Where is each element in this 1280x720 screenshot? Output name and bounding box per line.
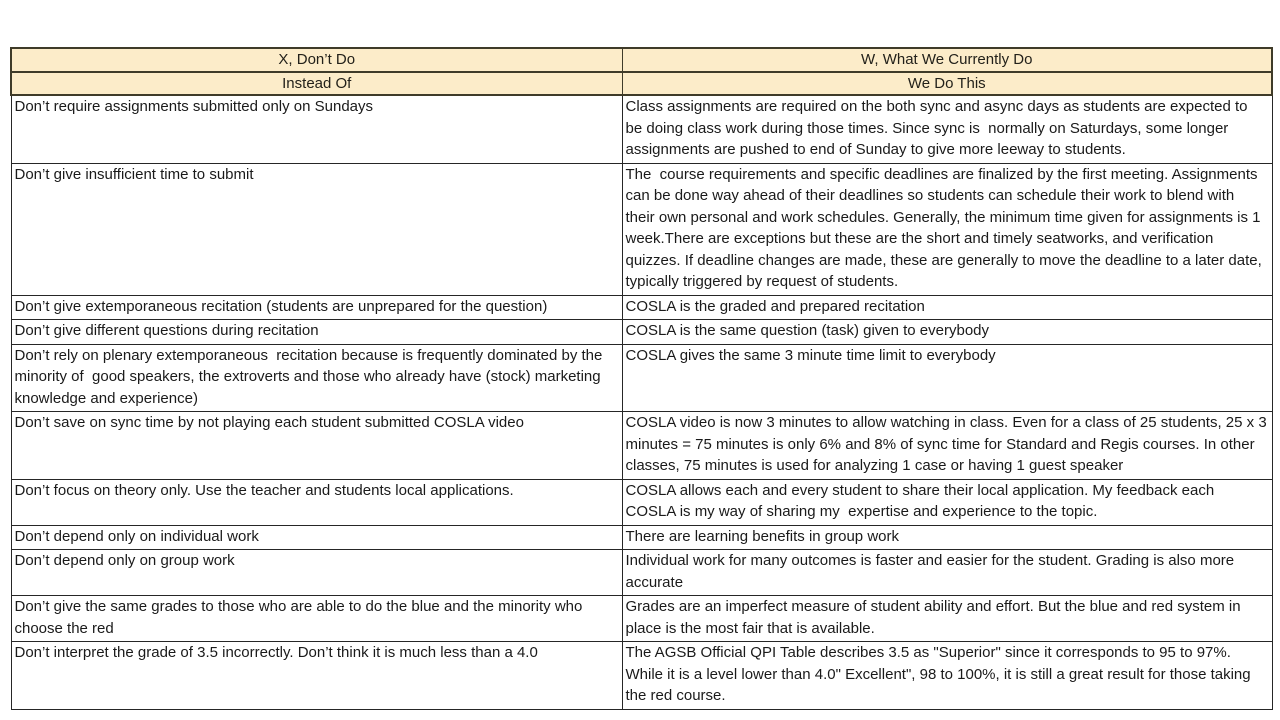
table-row xyxy=(11,320,1272,345)
do-cell: The AGSB Official QPI Table describes 3.5 as "Superior" since it corresponds to 95 to 97%. While it is a level lower than 4.0" Excellent", 98 to 100%, it is still a great result for those taking the red course. xyxy=(622,642,1272,710)
dont-cell: Don’t give different questions during recitation xyxy=(11,320,622,345)
dont-cell: Don’t focus on theory only. Use the teacher and students local applications. xyxy=(11,479,622,525)
do-cell: COSLA video is now 3 minutes to allow watching in class. Even for a class of 25 students, 25 x 3 minutes = 75 minutes is only 6% and 8% of sync time for Standard and Regis courses. In other classes, 75 minutes is used for analyzing 1 case or having 1 guest speaker xyxy=(622,412,1272,480)
dont-cell: Don’t interpret the grade of 3.5 incorrectly. Don’t think it is much less than a 4.0 xyxy=(11,642,622,710)
do-cell: COSLA allows each and every student to share their local application. My feedback each COSLA is my way of sharing my expertise and experience to the topic. xyxy=(622,479,1272,525)
header-row-1 xyxy=(11,48,1272,72)
do-cell: Grades are an imperfect measure of student ability and effort. But the blue and red system in place is the most fair that is available. xyxy=(622,596,1272,642)
table-row xyxy=(11,344,1272,412)
dont-cell: Don’t give extemporaneous recitation (students are unprepared for the question) xyxy=(11,295,622,320)
table-row xyxy=(11,295,1272,320)
header-we-do-this: We Do This xyxy=(622,72,1272,96)
dont-cell: Don’t give the same grades to those who are able to do the blue and the minority who choose the red xyxy=(11,596,622,642)
header-x-dont-do: X, Don’t Do xyxy=(11,48,622,72)
table-row xyxy=(11,163,1272,295)
do-cell: There are learning benefits in group work xyxy=(622,525,1272,550)
dont-cell: Don’t depend only on individual work xyxy=(11,525,622,550)
do-cell: Individual work for many outcomes is faster and easier for the student. Grading is also more accurate xyxy=(622,550,1272,596)
do-cell: COSLA is the same question (task) given to everybody xyxy=(622,320,1272,345)
dont-cell: Don’t rely on plenary extemporaneous recitation because is frequently dominated by the minority of good speakers, the extroverts and those who already have (stock) marketing knowledge and experience) xyxy=(11,344,622,412)
table-row xyxy=(11,95,1272,163)
dos-donts-table xyxy=(10,47,1273,710)
table-row xyxy=(11,550,1272,596)
dont-cell: Don’t save on sync time by not playing each student submitted COSLA video xyxy=(11,412,622,480)
do-cell: The course requirements and specific deadlines are finalized by the first meeting. Assignments can be done way ahead of their deadlines so students can schedule their work to blend with their own personal and work schedules. Generally, the minimum time given for assignments is 1 week.There are exceptions but these are the short and timely seatworks, and verification quizzes. If deadline changes are made, these are generally to move the deadline to a later date, typically triggered by request of students. xyxy=(622,163,1272,295)
do-cell: Class assignments are required on the both sync and async days as students are expected to be doing class work during those times. Since sync is normally on Saturdays, some longer assignments are pushed to end of Sunday to give more leeway to students. xyxy=(622,95,1272,163)
table-row xyxy=(11,642,1272,710)
table-row xyxy=(11,479,1272,525)
table-row xyxy=(11,412,1272,480)
header-what-we-currently-do: W, What We Currently Do xyxy=(622,48,1272,72)
do-cell: COSLA is the graded and prepared recitation xyxy=(622,295,1272,320)
header-instead-of: Instead Of xyxy=(11,72,622,96)
dont-cell: Don’t give insufficient time to submit xyxy=(11,163,622,295)
header-row-2 xyxy=(11,72,1272,96)
dos-donts-table-container xyxy=(10,47,1271,710)
dont-cell: Don’t depend only on group work xyxy=(11,550,622,596)
do-cell: COSLA gives the same 3 minute time limit to everybody xyxy=(622,344,1272,412)
table-row xyxy=(11,525,1272,550)
dont-cell: Don’t require assignments submitted only on Sundays xyxy=(11,95,622,163)
table-row xyxy=(11,596,1272,642)
